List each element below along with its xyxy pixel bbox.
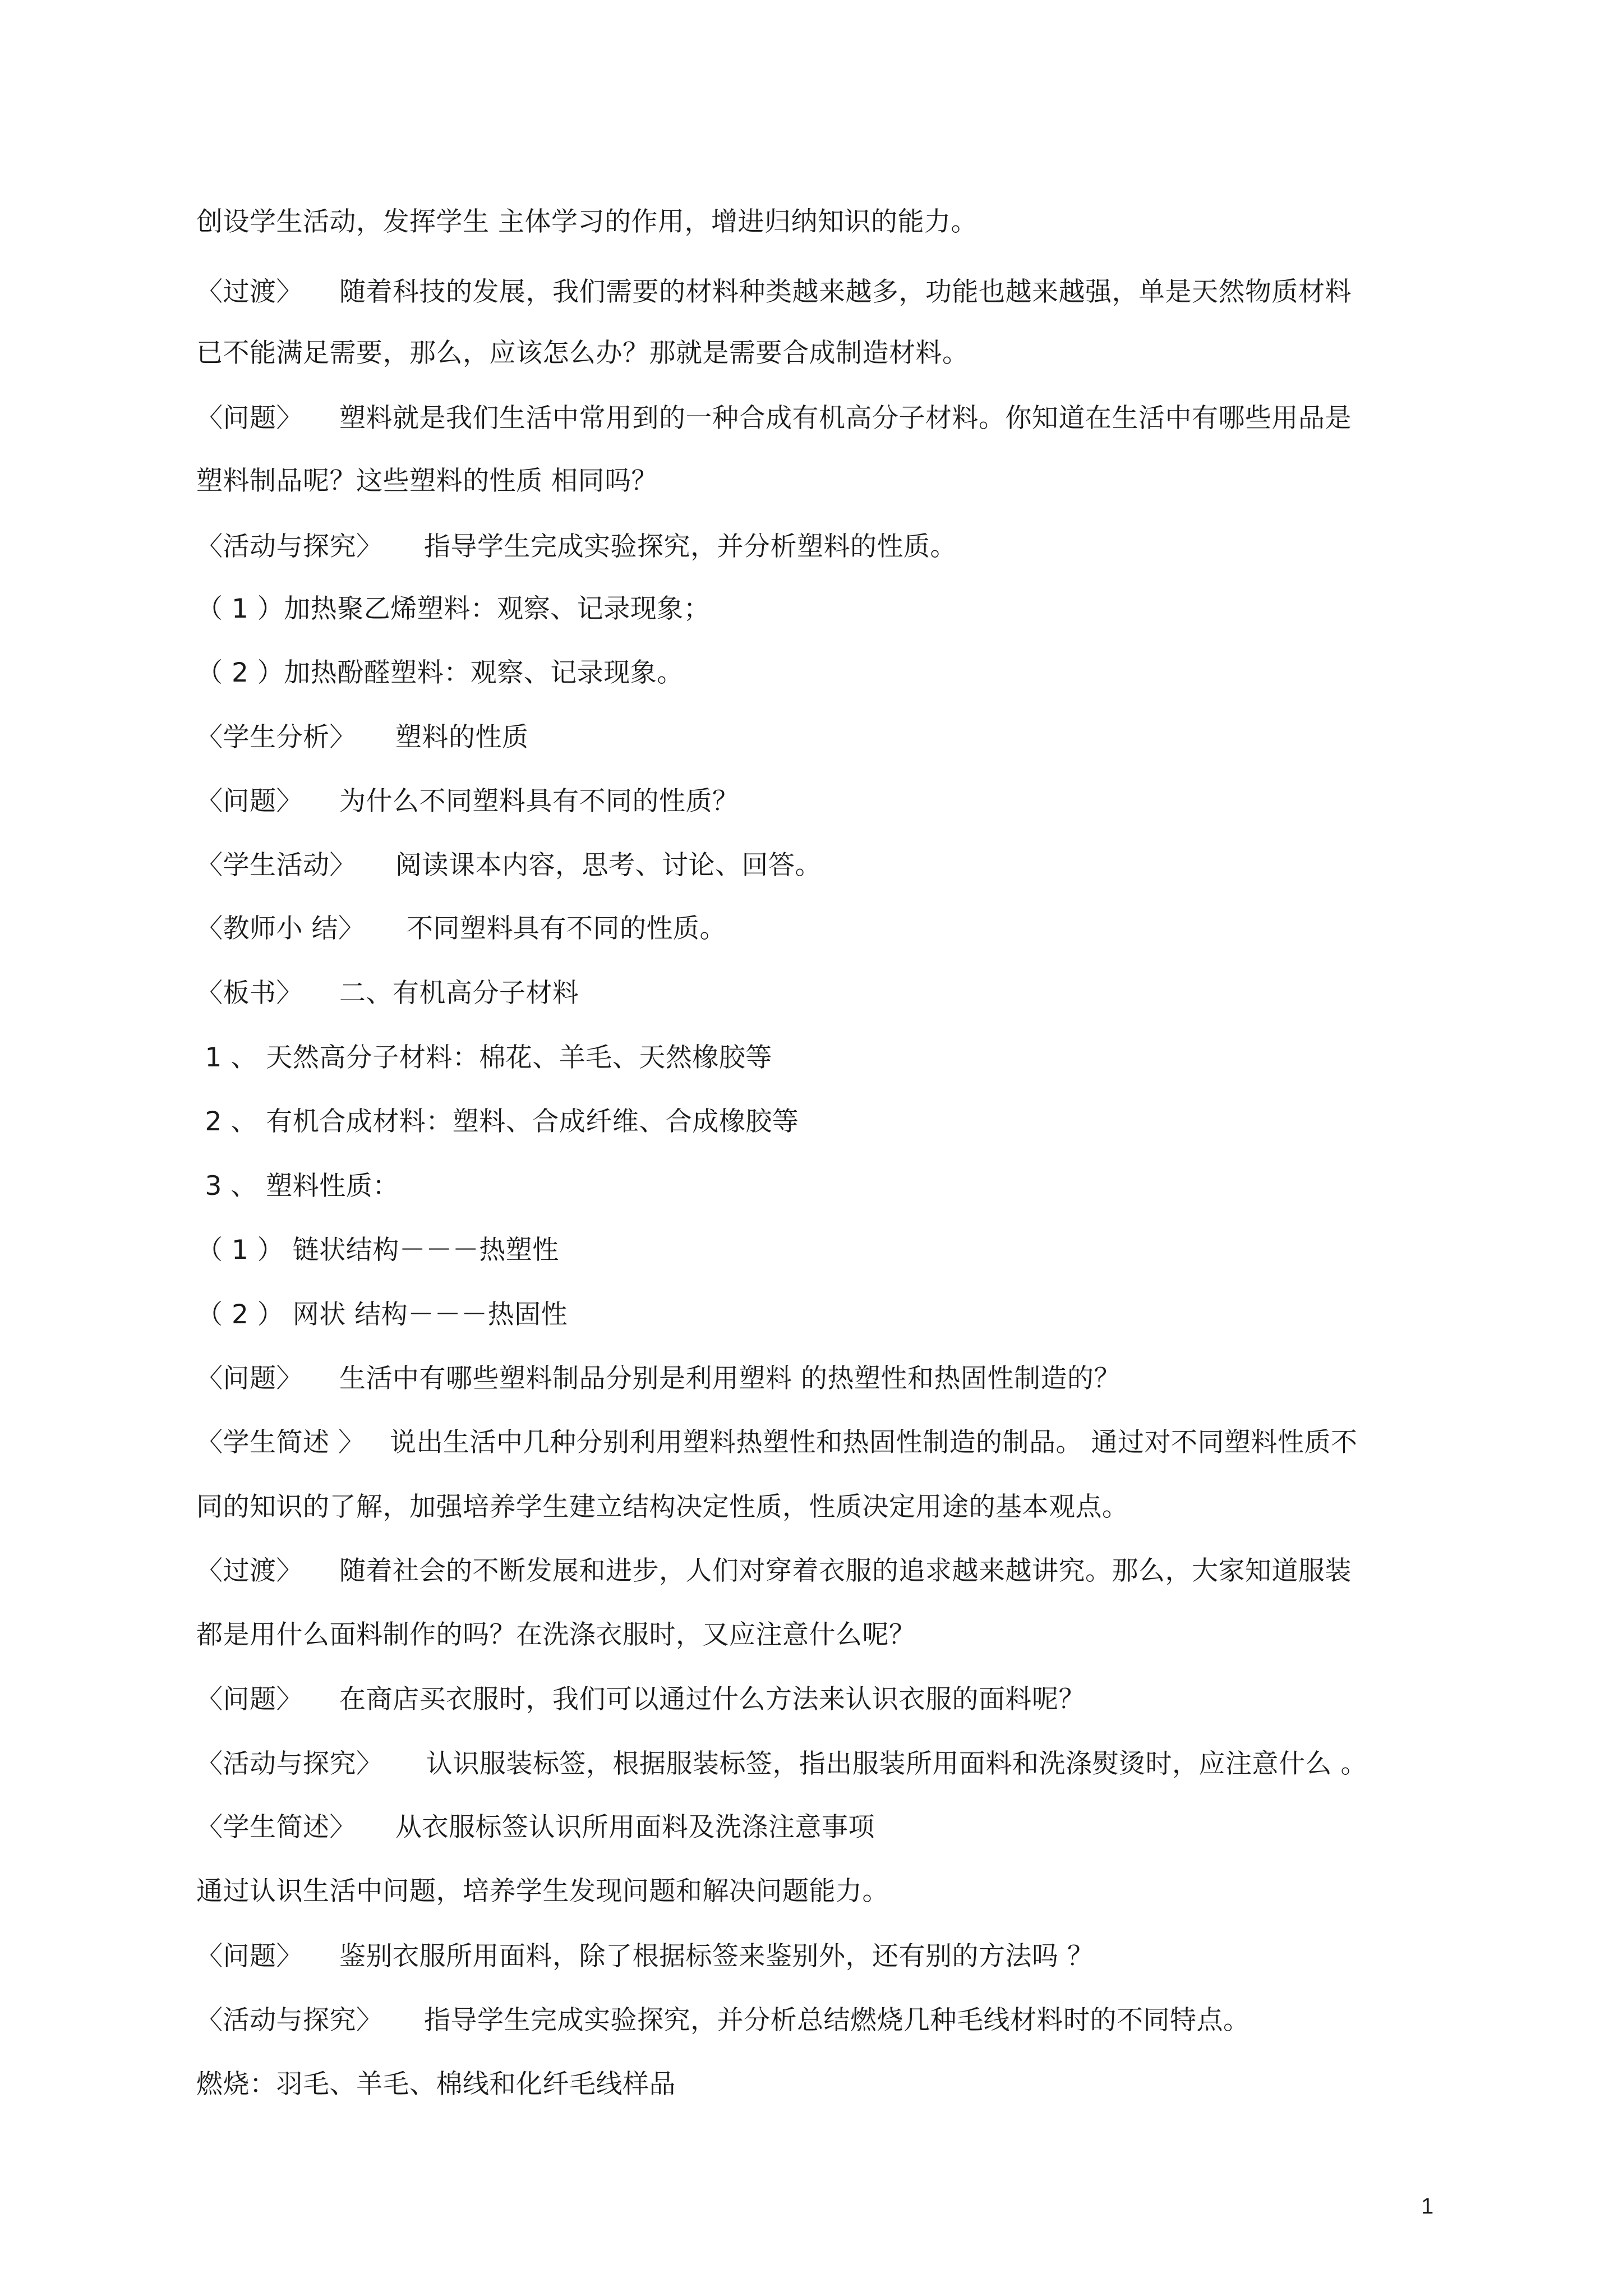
line-text: 生活中有哪些塑料制品分别是利用塑料 的热塑性和热固性制造的？ [339,1363,1121,1394]
line-text: 在商店买衣服时，我们可以通过什么方法来认识衣服的面料呢？ [339,1684,1085,1715]
line-text: （ 1 ）加热聚乙烯塑料：观察、记录现象； [196,593,711,624]
line-tag: 〈问题〉 [196,786,303,817]
line-text: 创设学生活动，发挥学生 主体学习的作用，增进归纳知识的能力。 [196,206,978,237]
line-text: 通过认识生活中问题，培养学生发现问题和解决问题能力。 [196,1876,889,1907]
line-text: 二、有机高分子材料 [339,978,579,1009]
text-line [196,1742,1367,1787]
text-line [196,1164,399,1209]
text-line [196,524,957,569]
line-text: 说出生活中几种分别利用塑料热塑性和热固性制造的制品。 通过对不同塑料性质不 [390,1427,1358,1458]
line-text: 塑料就是我们生活中常用到的一种合成有机高分子材料。你知道在生活中有哪些用品是 [339,403,1352,434]
text-line [196,1869,889,1914]
line-tag: 〈问题〉 [196,403,303,434]
line-tag: 〈学生简述〉 [196,1812,356,1843]
text-line [196,1292,568,1337]
line-text: 随着社会的不断发展和进步，人们对穿着衣服的追求越来越讲究。那么，大家知道服装 [339,1556,1352,1586]
text-line [196,1998,1250,2043]
line-text: 1 、 天然高分子材料：棉花、羊毛、天然橡胶等 [196,1042,772,1073]
text-line [196,779,739,824]
text-line [196,971,579,1016]
line-tag: 〈学生简述 〉 [196,1427,365,1458]
line-tag: 〈教师小 结〉 [196,913,365,944]
line-text: （ 2 ） 网状 结构－－－热固性 [196,1299,568,1330]
text-line [196,396,1352,441]
line-tag: 〈活动与探究〉 [196,531,383,562]
line-text: （ 1 ） 链状结构－－－热塑性 [196,1235,559,1266]
page-number: 1 [1421,2194,1434,2219]
text-line [196,1036,772,1080]
line-tag: 〈活动与探究〉 [196,1749,383,1779]
line-tag: 〈过渡〉 [196,277,303,307]
line-tag: 〈问题〉 [196,1363,303,1394]
line-tag: 〈问题〉 [196,1684,303,1715]
line-text: 指导学生完成实验探究，并分析塑料的性质。 [424,531,957,562]
line-tag: 〈板书〉 [196,978,303,1009]
line-text: 指导学生完成实验探究，并分析总结燃烧几种毛线材料时的不同特点。 [424,2005,1250,2036]
text-line [196,907,726,951]
line-text: 塑料制品呢？这些塑料的性质 相同吗？ [196,466,658,496]
line-tag: 〈学生活动〉 [196,850,356,881]
text-line [196,1805,875,1850]
line-text: 不同塑料具有不同的性质。 [407,913,726,944]
line-text: 塑料的性质 [395,722,529,753]
line-text: 燃烧：羽毛、羊毛、棉线和化纤毛线样品 [196,2069,676,2100]
line-text: 已不能满足需要，那么，应该怎么办？那就是需要合成制造材料。 [196,338,969,369]
line-tag: 〈过渡〉 [196,1556,303,1586]
text-line [196,587,710,632]
text-line [196,843,822,888]
text-line [196,715,529,760]
line-text: 同的知识的了解，加强培养学生建立结构决定性质，性质决定用途的基本观点。 [196,1492,1129,1522]
line-tag: 〈活动与探究〉 [196,2005,383,2036]
line-text: 2 、 有机合成材料：塑料、合成纤维、合成橡胶等 [196,1106,799,1137]
line-text: 为什么不同塑料具有不同的性质？ [339,786,739,817]
line-text: 3 、 塑料性质： [196,1171,399,1202]
line-text: （ 2 ）加热酚醛塑料：观察、记录现象。 [196,657,684,688]
line-text: 从衣服标签认识所用面料及洗涤注意事项 [395,1812,875,1843]
text-line [196,1099,799,1144]
line-text: 随着科技的发展，我们需要的材料种类越来越多，功能也越来越强，单是天然物质材料 [339,277,1352,307]
line-text: 都是用什么面料制作的吗？在洗涤衣服时，又应注意什么呢？ [196,1619,916,1650]
line-tag: 〈问题〉 [196,1941,303,1972]
line-text: 认识服装标签，根据服装标签，指出服装所用面料和洗涤熨烫时，应注意什么 。 [426,1749,1367,1779]
text-line [196,270,1352,315]
text-line [196,1677,1085,1722]
text-line [196,459,658,504]
text-line [196,1934,1094,1979]
text-line [196,200,978,245]
text-line [196,1549,1352,1594]
line-tag: 〈学生分析〉 [196,722,356,753]
text-line [196,1613,916,1658]
line-text: 阅读课本内容，思考、讨论、回答。 [395,850,822,881]
line-text: 鉴别衣服所用面料，除了根据标签来鉴别外，还有别的方法吗 ？ [339,1941,1094,1972]
text-line [196,2062,676,2107]
text-line [196,1485,1129,1530]
text-line [196,651,684,696]
text-line [196,1356,1121,1401]
text-line [196,1420,1357,1465]
text-line [196,331,969,376]
text-line [196,1228,559,1273]
